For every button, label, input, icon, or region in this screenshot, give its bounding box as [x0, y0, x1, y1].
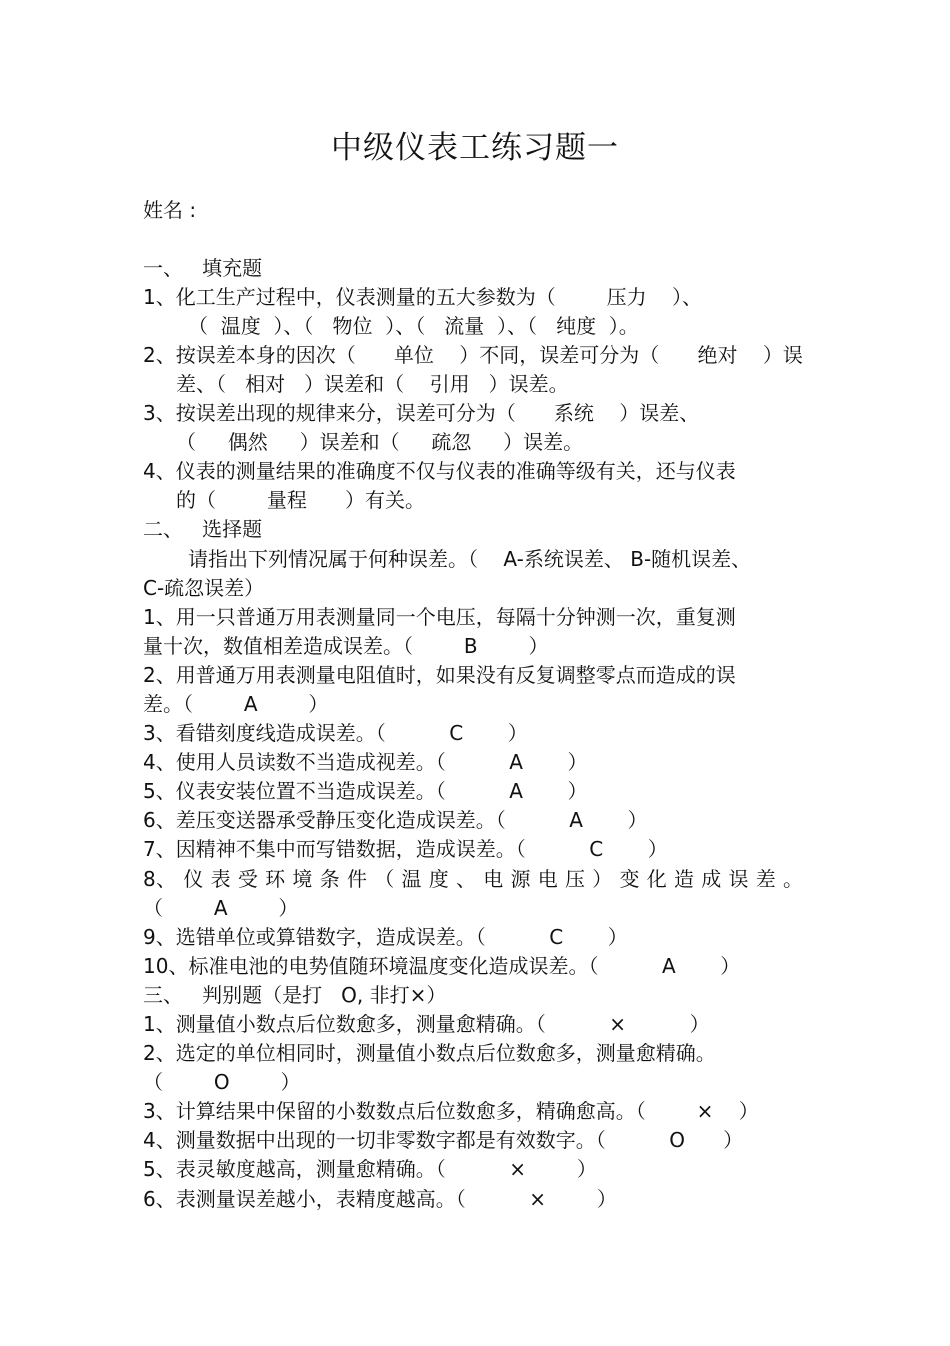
- s3-q2-line1: 2、选定的单位相同时，测量值小数点后位数愈多，测量愈精确。: [143, 1041, 716, 1065]
- s2-q7: 7、因精神不集中而写错数据，造成误差。（ C ）: [143, 837, 668, 861]
- s3-q4: 4、测量数据中出现的一切非零数字都是有效数字。（ O ）: [143, 1128, 744, 1152]
- s1-q3-line1: 3、按误差出现的规律来分，误差可分为（ 系统 ）误差、: [143, 401, 700, 425]
- s3-q1: 1、测量值小数点后位数愈多，测量愈精确。（ × ）: [143, 1012, 710, 1036]
- s2-q4: 4、使用人员读数不当造成视差。（ A ）: [143, 750, 588, 774]
- s2-intro-line1: 请指出下列情况属于何种误差。（ A-系统误差、 B-随机误差、: [188, 547, 752, 571]
- name-label: 姓名 :: [143, 198, 197, 222]
- s2-q8-line1: 8、 仪 表 受 环 境 条 件 （ 温 度 、 电 源 电 压 ） 变 化 造 成 误 差 。: [143, 867, 803, 891]
- s2-q2-line1: 2、用普通万用表测量电阻值时，如果没有反复调整零点而造成的误: [143, 663, 736, 687]
- s2-q6: 6、差压变送器承受静压变化造成误差。（ A ）: [143, 808, 648, 832]
- s2-q9: 9、选错单位或算错数字，造成误差。（ C ）: [143, 925, 628, 949]
- s1-q1-line2: （ 温度 ）、（ 物位 ）、（ 流量 ）、（ 纯度 ）。: [188, 314, 639, 338]
- section1-heading: 一、 填充题: [143, 256, 263, 280]
- s3-q6: 6、表测量误差越小，表精度越高。（ × ）: [143, 1187, 617, 1211]
- s1-q4-line2: 的（ 量程 ）有关。: [176, 488, 426, 512]
- s2-q8-line2: （ A ）: [143, 896, 299, 920]
- s3-q2-line2: （ O ）: [143, 1070, 301, 1094]
- s3-q5: 5、表灵敏度越高，测量愈精确。（ × ）: [143, 1157, 597, 1181]
- s2-q3: 3、看错刻度线造成误差。（ C ）: [143, 721, 528, 745]
- section3-heading: 三、 判别题（是打 Ο, 非打×）: [143, 983, 447, 1007]
- s2-q1-line1: 1、用一只普通万用表测量同一个电压，每隔十分钟测一次，重复测: [143, 605, 736, 629]
- s2-q5: 5、仪表安装位置不当造成误差。（ A ）: [143, 779, 588, 803]
- s3-q3: 3、计算结果中保留的小数数点后位数愈多，精确愈高。（ × ）: [143, 1099, 759, 1123]
- s1-q2-line2: 差、（ 相对 ）误差和（ 引用 ）误差。: [176, 372, 569, 396]
- s2-q2-line2: 差。（ A ）: [143, 692, 329, 716]
- s2-q10: 10、标准电池的电势值随环境温度变化造成误差。（ A ）: [143, 954, 741, 978]
- s2-q1-line2: 量十次，数值相差造成误差。（ B ）: [143, 634, 549, 658]
- s2-intro-line2: C-疏忽误差）: [143, 576, 265, 600]
- s1-q2-line1: 2、按误差本身的因次（ 单位 ）不同，误差可分为（ 绝对 ）误: [143, 343, 803, 367]
- s1-q3-line2: （ 偶然 ）误差和（ 疏忽 ）误差。: [176, 430, 584, 454]
- section2-heading: 二、 选择题: [143, 517, 263, 541]
- s1-q4-line1: 4、仪表的测量结果的准确度不仅与仪表的准确等级有关，还与仪表: [143, 459, 736, 483]
- s1-q1-line1: 1、化工生产过程中，仪表测量的五大参数为（ 压力 ）、: [143, 285, 703, 309]
- document-title: 中级仪表工练习题一: [331, 130, 619, 166]
